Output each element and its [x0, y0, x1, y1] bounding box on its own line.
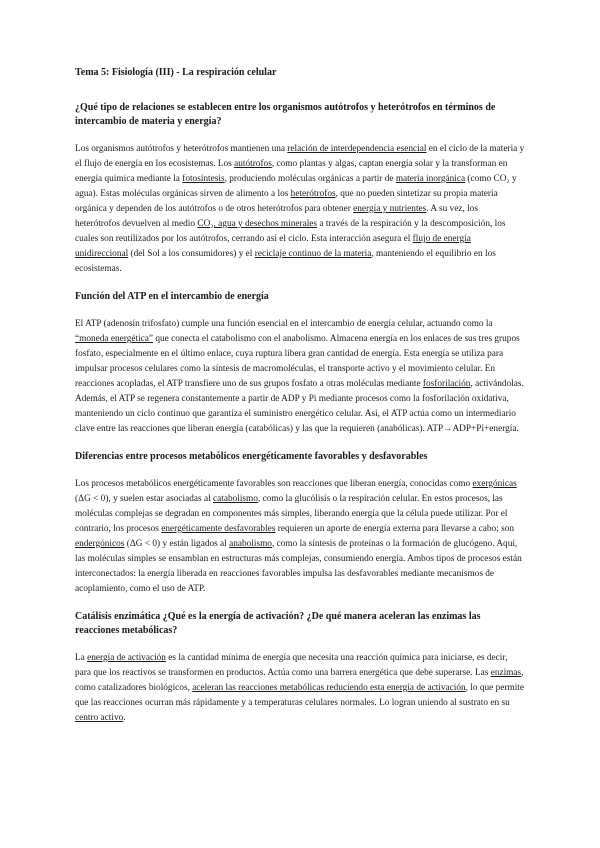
text-run: El ATP (adenosín trifosfato) cumple una función esencial en el intercambio de energía celular, actuando como la — [75, 319, 493, 329]
underlined-term: endergónicos — [75, 539, 125, 549]
section-heading-3: Diferencias entre procesos metabólicos energéticamente favorables y desfavorables — [75, 451, 428, 462]
text-run: , como la síntesis de proteínas o la formación de glucógeno. Aquí, las moléculas simples se ensamblan en estructuras más complejas, consumiendo energía. Ambos tipos de procesos están interconectados: la energía liberada en reacciones favorables impulsa las desfavorables mediante mecanismos de acoplamiento, como el uso de ATP. — [75, 539, 522, 594]
section-paragraph-1 — [75, 142, 525, 277]
underlined-term: materia inorgánica — [395, 174, 466, 184]
underlined-term: enzimas — [490, 668, 522, 678]
text-run: requieren un aporte de energía externa para llevarse a cabo; son — [275, 524, 515, 534]
text-run: (ΔG < 0), y suelen estar asociadas al — [75, 494, 213, 504]
underlined-term: catabolismo — [212, 494, 258, 504]
underlined-term: fotosíntesis — [182, 174, 225, 184]
text-run: (como CO₂ y agua). Estas moléculas orgánicas sirven de alimento a los — [75, 174, 517, 199]
text-run: . — [123, 713, 126, 723]
underlined-term: aceleran las reacciones metabólicas reduciendo esta energía de activación — [192, 683, 466, 693]
text-run: Los procesos metabólicos energéticamente favorables son reacciones que liberan energía, conocidas como — [75, 479, 473, 489]
text-run: a través de la respiración y la descomposición, los cuales son reutilizados por los autótrofos, cerrando así el ciclo. Esta interacción asegura el — [75, 219, 506, 244]
text-run: , como la glucólisis o la respiración celular. En estos procesos, las moléculas complejas se degradan en componentes más simples, liberando energía que la célula puede utilizar. Por el contrario, los procesos — [75, 494, 508, 534]
underlined-term: energía y nutrientes — [353, 204, 427, 214]
underlined-term: “moneda energética” — [75, 334, 154, 344]
document-body — [75, 66, 525, 726]
text-run: , que no pueden sintetizar su propia materia orgánica y dependen de los autótrofos o de otros heterótrofos para obtener — [75, 189, 498, 214]
underlined-term: energía de activación — [87, 653, 166, 663]
underlined-term: centro activo — [75, 713, 124, 723]
text-run: , lo que permite que las reacciones ocurran más rápidamente y a temperaturas celulares normales. Lo logran uniendo al sustrato en su — [75, 683, 525, 708]
section-heading-2: Función del ATP en el intercambio de energía — [75, 291, 269, 302]
text-run: La — [75, 653, 88, 663]
section-heading-4: Catálisis enzimática ¿Qué es la energía de activación? ¿De qué manera aceleran las enzimas las reacciones metabólicas? — [75, 611, 481, 636]
underlined-term: CO₂, agua y desechos minerales — [197, 219, 318, 229]
text-run: en el ciclo de la materia y el flujo de energía en los ecosistemas. Los — [75, 144, 525, 169]
section-paragraph-3 — [75, 477, 525, 597]
text-run: es la cantidad mínima de energía que necesita una reacción química para iniciarse, es decir, para que los reactivos se transformen en productos. Actúa como una barrera energética que debe superarse. Las — [75, 653, 508, 678]
text-run: , activándolas. Además, el ATP se regenera constantemente a partir de ADP y Pi mediante procesos como la fosforilación oxidativa, manteniendo un ciclo continuo que garantiza el suministro energético celular. Así, el ATP actúa como un intermediario clave entre las reacciones que liberan energía (catabólicas) y las que la requieren (anabólicas). ATP→ADP+Pi+energía. — [75, 379, 524, 434]
document-title: Tema 5: Fisiología (III) - La respiración celular — [75, 67, 277, 78]
underlined-term: reciclaje continuo de la materia — [254, 249, 372, 259]
text-run: . A su vez, los heterótrofos devuelven al medio — [75, 204, 478, 229]
text-run: (del Sol a los consumidores) y el — [128, 249, 255, 259]
underlined-term: anabolismo — [229, 539, 272, 549]
section-heading-1: ¿Qué tipo de relaciones se establecen entre los organismos autótrofos y heterótrofos en términos de intercambio de materia y energía? — [75, 102, 496, 127]
underlined-term: fosforilación — [422, 379, 471, 389]
text-run: Los organismos autótrofos y heterótrofos mantienen una — [75, 144, 288, 154]
section-paragraph-2 — [75, 317, 525, 437]
underlined-term: autótrofos — [234, 159, 272, 169]
underlined-term: relación de interdependencia esencial — [287, 144, 427, 154]
text-run: (ΔG < 0) y están ligados al — [124, 539, 230, 549]
underlined-term: exergónicas — [472, 479, 517, 489]
text-run: , produciendo moléculas orgánicas a partir de — [224, 174, 396, 184]
text-run: que conecta el catabolismo con el anabolismo. Almacena energía en los enlaces de sus tres grupos fosfato, especialmente en el último enlace, cuya ruptura libera gran cantidad de energía. Esta energía se utiliza para impulsar procesos celulares como la síntesis de macromoléculas, el transporte activo y el movimiento celular. En reacciones acopladas, el ATP transfiere uno de sus grupos fosfato a otras moléculas mediante — [75, 334, 520, 389]
underlined-term: heterótrofos — [290, 189, 336, 199]
text-run: , manteniendo el equilibrio en los ecosistemas. — [75, 249, 496, 274]
text-run: , como catalizadores biológicos, — [75, 668, 524, 693]
underlined-term: flujo de energía unidireccional — [75, 234, 471, 259]
section-paragraph-4 — [75, 651, 525, 726]
underlined-term: energéticamente desfavorables — [161, 524, 276, 534]
text-run: , como plantas y algas, captan energía solar y la transforman en energía química mediante la — [75, 159, 508, 184]
